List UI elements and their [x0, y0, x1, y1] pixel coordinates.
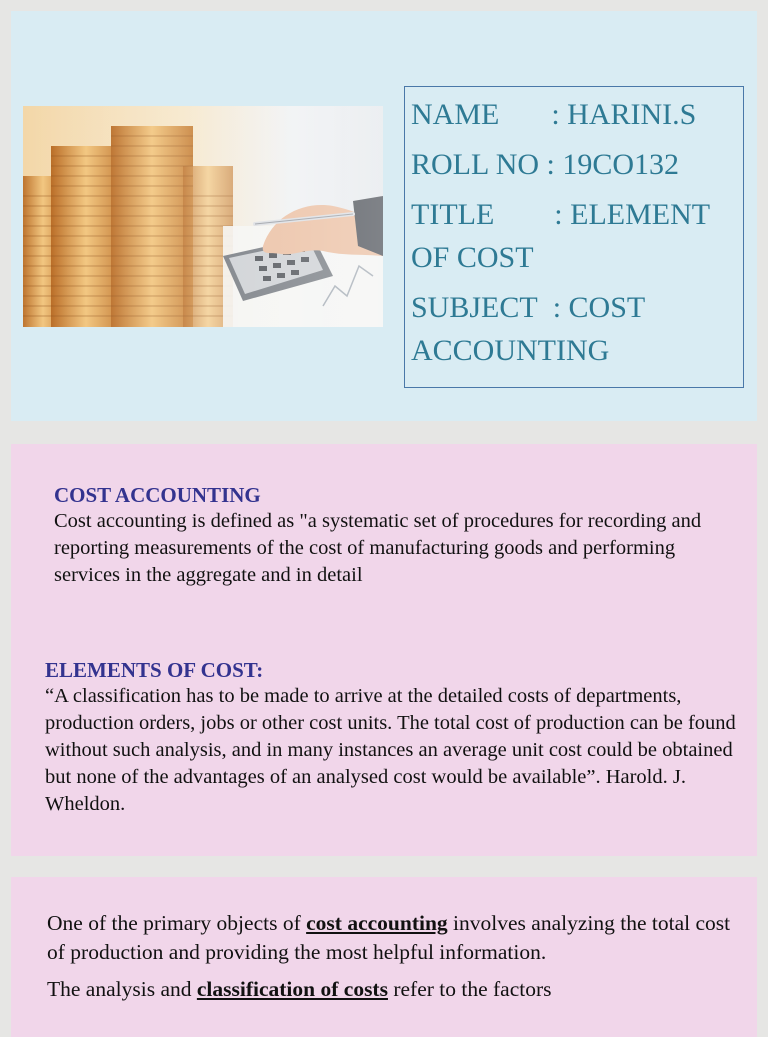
roll-label: ROLL NO — [411, 148, 540, 181]
p1-text-end: involves analyzing the total cost of production and providing the most helpful information. — [47, 911, 731, 964]
roll-row — [411, 143, 737, 186]
definition-slide — [11, 444, 757, 856]
title-slide — [11, 11, 757, 421]
title-label: TITLE — [411, 198, 495, 231]
coins-calculator-illustration — [23, 106, 383, 327]
cost-accounting-definition: Cost accounting is defined as "a systematic set of procedures for recording and reporting measurements of the cost of manufacturing goods and performing services in the aggregate and in detail — [54, 510, 702, 586]
subject-value: : COST ACCOUNTING — [411, 291, 645, 367]
analysis-text — [47, 909, 737, 1012]
subject-label: SUBJECT — [411, 291, 538, 324]
student-info-box — [404, 86, 744, 388]
roll-value: : 19CO132 — [546, 148, 680, 181]
elements-of-cost-section — [45, 657, 750, 818]
cost-accounting-link[interactable]: cost accounting — [306, 911, 448, 935]
primary-objects-paragraph — [47, 909, 737, 967]
name-row — [411, 93, 737, 136]
analysis-slide — [11, 877, 757, 1037]
title-row — [411, 193, 737, 279]
name-label: NAME — [411, 98, 500, 131]
subject-row — [411, 286, 737, 372]
cost-accounting-section — [54, 482, 744, 589]
title-value: : ELEMENT OF COST — [411, 198, 710, 274]
cost-accounting-heading: COST ACCOUNTING — [54, 483, 261, 507]
classification-paragraph — [47, 975, 737, 1004]
p2-text-end: refer to the factors — [387, 977, 552, 1001]
elements-of-cost-quote: “A classification has to be made to arrive at the detailed costs of departments, production orders, jobs or other cost units. The total cost of production can be found without such analysis, and in many instances an average unit cost could be obtained but none of the advantages of an analysed cost would be available”. Harold. J. Wheldon. — [45, 685, 736, 815]
name-value: : HARINI.S — [551, 98, 697, 131]
p1-text-start: One of the primary objects of — [47, 911, 307, 935]
classification-of-costs-link[interactable]: classification of costs — [196, 977, 388, 1001]
p2-text-start: The analysis and — [47, 977, 197, 1001]
elements-of-cost-heading: ELEMENTS OF COST: — [45, 658, 264, 682]
coins-calculator-photo — [23, 106, 383, 327]
